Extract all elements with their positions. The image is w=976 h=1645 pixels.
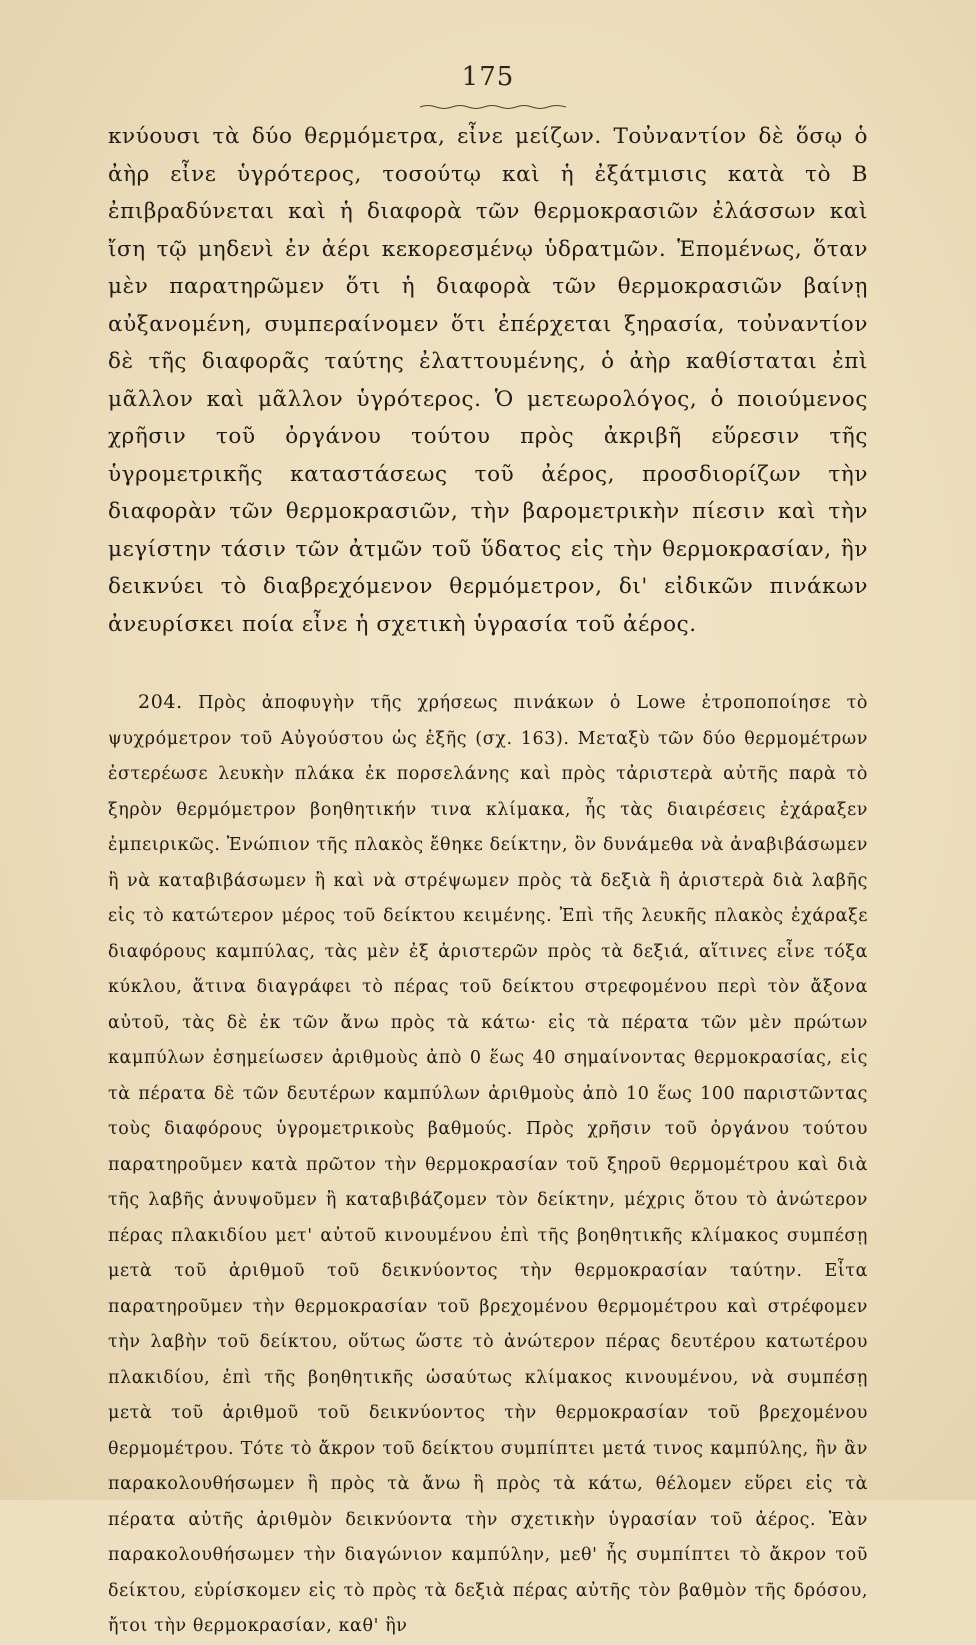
page-number-ornament [418,103,568,111]
page-number: 175 [461,62,515,92]
paragraph-1: κνύουσι τὰ δύο θερμόμετρα, εἶνε μείζων. Τοὐναντίον δὲ ὅσῳ ὁ ἀὴρ εἶνε ὑγρότερος, τοσούτῳ καὶ ἡ ἐξάτμισις κατὰ τὸ Β ἐπιβραδύνεται καὶ ἡ διαφορὰ τῶν θερμοκρασιῶν ἐλάσσων καὶ ἴση τῷ μηδενὶ ἐν ἀέρι κεκορεσμένῳ ὑδρατμῶν. Ἑπομένως, ὅταν μὲν παρατηρῶμεν ὅτι ἡ διαφορὰ τῶν θερμοκρασιῶν βαίνῃ αὐξανομένη, συμπεραίνομεν ὅτι ἐπέρχεται ξηρασία, τοὐναντίον δὲ τῆς διαφορᾶς ταύτης ἐλαττουμένης, ὁ ἀὴρ καθίσταται ἐπὶ μᾶλλον καὶ μᾶλλον ὑγρότερος. Ὁ μετεωρολόγος, ὁ ποιούμενος χρῆσιν τοῦ ὀργάνου τούτου πρὸς ἀκριβῆ εὕρεσιν τῆς ὑγρομετρικῆς καταστάσεως τοῦ ἀέρος, προσδιορίζων τὴν διαφορὰν τῶν θερμοκρασιῶν, τὴν βαρομετρικὴν πίεσιν καὶ τὴν μεγίστην τάσιν τῶν ἀτμῶν τοῦ ὕδατος εἰς τὴν θερμοκρασίαν, ἣν δεικνύει τὸ διαβρεχόμενον θερμόμετρον, δι' εἰδικῶν πινάκων ἀνευρίσκει ποία εἶνε ἡ σχετικὴ ὑγρασία τοῦ ἀέρος. [108,124,868,637]
body-text [108,118,868,1645]
paragraph-204 [108,685,868,1645]
paragraph-number: 204. [138,691,183,713]
paragraph-204-text: Πρὸς ἀποφυγὴν τῆς χρήσεως πινάκων ὁ Lowe ἐτροποποίησε τὸ ψυχρόμετρον τοῦ Αὐγούστου ὡς ἑξῆς (σχ. 163). Μεταξὺ τῶν δύο θερμομέτρων ἐστερέωσε λευκὴν πλάκα ἐκ πορσελάνης καὶ πρὸς τἀριστερὰ αὐτῆς παρὰ τὸ ξηρὸν θερμόμετρον βοηθητικήν τινα κλίμακα, ἧς τὰς διαιρέσεις ἐχάραξεν ἐμπειρικῶς. Ἐνώπιον τῆς πλακὸς ἔθηκε δείκτην, ὃν δυνάμεθα νὰ ἀναβιβάσωμεν ἢ νὰ καταβιβάσωμεν ἢ καὶ νὰ στρέψωμεν πρὸς τὰ δεξιὰ ἢ ἀριστερὰ διὰ λαβῆς εἰς τὸ κατώτερον μέρος τοῦ δείκτου κειμένης. Ἐπὶ τῆς λευκῆς πλακὸς ἐχάραξε διαφόρους καμπύλας, τὰς μὲν ἐξ ἀριστερῶν πρὸς τὰ δεξιά, αἵτινες εἶνε τόξα κύκλου, ἅτινα διαγράφει τὸ πέρας τοῦ δείκτου στρεφομένου περὶ τὸν ἄξονα αὐτοῦ, τὰς δὲ ἐκ τῶν ἄνω πρὸς τὰ κάτω· εἰς τὰ πέρατα τῶν μὲν πρώτων καμπύλων ἐσημείωσεν ἀριθμοὺς ἀπὸ 0 ἕως 40 σημαίνοντας θερμοκρασίας, εἰς τὰ πέρατα δὲ τῶν δευτέρων καμπύλων ἀριθμοὺς ἀπὸ 10 ἕως 100 παριστῶντας τοὺς διαφόρους ὑγρομετρικοὺς βαθμούς. Πρὸς χρῆσιν τοῦ ὀργάνου τούτου παρατηροῦμεν κατὰ πρῶτον τὴν θερμοκρασίαν τοῦ ξηροῦ θερμομέτρου καὶ διὰ τῆς λαβῆς ἀνυψοῦμεν ἢ καταβιβάζομεν τὸν δείκτην, μέχρις ὅτου τὸ ἀνώτερον πέρας πλακιδίου μετ' αὐτοῦ κινουμένου ἐπὶ τῆς βοηθητικῆς κλίμακος συμπέσῃ μετὰ τοῦ ἀριθμοῦ τοῦ δεικνύοντος τὴν θερμοκρασίαν ταύτην. Εἶτα παρατηροῦμεν τὴν θερμοκρασίαν τοῦ βρεχομένου θερμομέτρου καὶ στρέφομεν τὴν λαβὴν τοῦ δείκτου, οὕτως ὥστε τὸ ἀνώτερον πέρας δευτέρου κατωτέρου πλακιδίου, ἐπὶ τῆς βοηθητικῆς ὡσαύτως κλίμακος κινουμένου, νὰ συμπέσῃ μετὰ τοῦ ἀριθμοῦ τοῦ δεικνύοντος τὴν θερμοκρασίαν τοῦ βρεχομένου θερμομέτρου. Τότε τὸ ἄκρον τοῦ δείκτου συμπίπτει μετά τινος καμπύλης, ἣν ἂν παρακολουθήσωμεν ἢ πρὸς τὰ ἄνω ἢ πρὸς τὰ κάτω, θέλομεν εὕρει εἰς τὰ πέρατα αὐτῆς ἀριθμὸν δεικνύοντα τὴν σχετικὴν ὑγρασίαν τοῦ ἀέρος. Ἐὰν παρακολουθήσωμεν τὴν διαγώνιον καμπύλην, μεθ' ἧς συμπίπτει τὸ ἄκρον τοῦ δείκτου, εὑρίσκομεν εἰς τὸ πρὸς τὰ δεξιὰ πέρας αὐτῆς τὸν βαθμὸν τῆς δρόσου, ἤτοι τὴν θερμοκρασίαν, καθ' ἣν [108,693,868,1636]
